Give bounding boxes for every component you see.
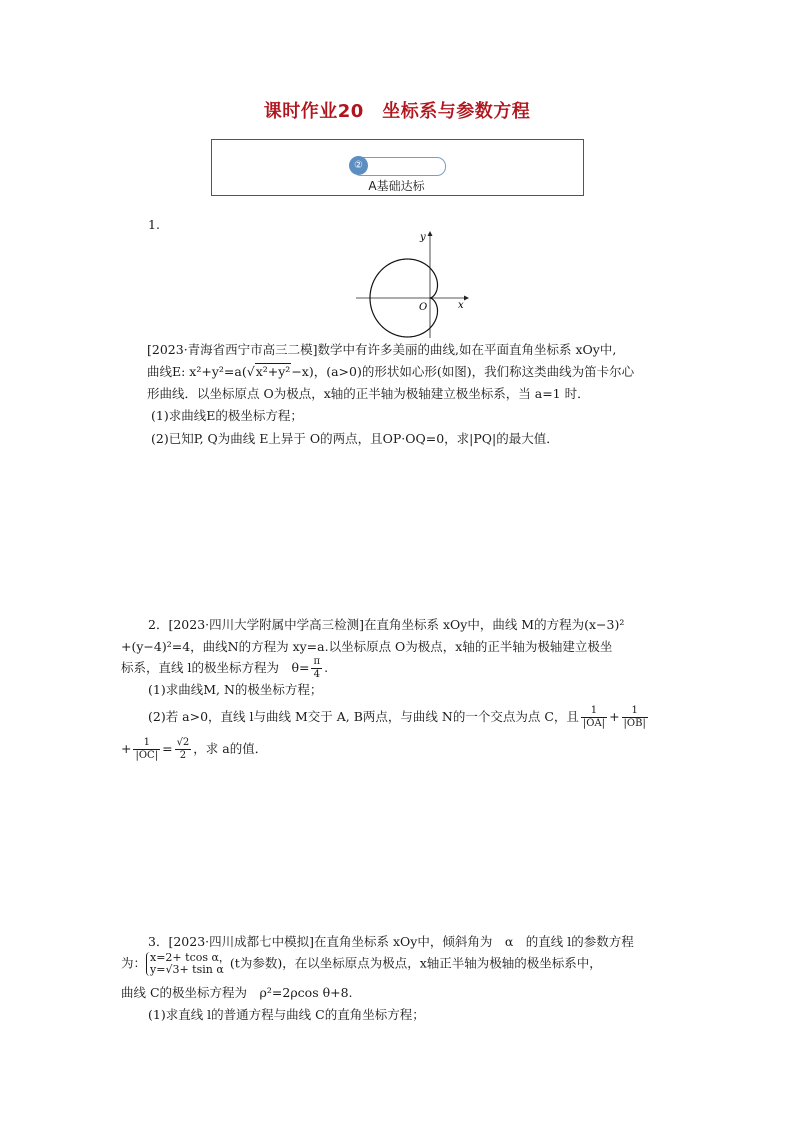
problem-3-line2: 为： x=2+ tcos α， y=√3+ tsin α (t为参数)，在以坐标原点为极点，x轴正半轴为极轴的极坐标系中，: [121, 951, 602, 976]
problem-2-question-2-line2: + $\frac{1}{|OC|}$ = $\frac{√2}{2}$ ，求 a的值．: [121, 737, 268, 761]
y-axis-arrow-icon: [428, 231, 433, 236]
parametric-system: x=2+ tcos α， y=√3+ tsin α: [146, 952, 230, 976]
problem-2-line3: 标系，直线 l的极坐标方程为 θ= $\frac{\pi}{4}$ .: [121, 656, 329, 680]
problem-3-line3: 曲线 C的极坐标方程为 ρ²=2ρcos θ+8.: [121, 985, 353, 1000]
problem-3-question-1: (1)求直线 l的普通方程与曲线 C的直角坐标方程；: [148, 1007, 425, 1022]
problem-1-number: 1.: [148, 217, 160, 232]
problem-2-question-1: (1)求曲线M, N的极坐标方程；: [148, 682, 323, 697]
x-axis-arrow-icon: [464, 296, 469, 301]
problem-2-line1: 2．[2023·四川大学附属中学高三检测]在直角坐标系 xOy中，曲线 M的方程为(x−3)²: [148, 617, 625, 632]
page-title: 课时作业20 坐标系与参数方程: [263, 101, 531, 122]
section-badge-icon: ②: [349, 156, 368, 175]
problem-1-question-2: (2)已知P, Q为曲线 E上异于 O的两点，且OP·OQ=0，求|PQ|的最大值．: [151, 431, 559, 446]
problem-1-question-1: (1)求曲线E的极坐标方程；: [151, 408, 303, 423]
section-label: A基础达标: [368, 179, 425, 193]
cardioid-figure: [352, 228, 472, 340]
origin-label: O: [419, 302, 428, 313]
y-axis-label: y: [420, 232, 426, 243]
problem-3-line1: 3．[2023·四川成都七中模拟]在直角坐标系 xOy中，倾斜角为 α 的直线 l的参数方程: [148, 934, 634, 949]
problem-1-line1: [2023·青海省西宁市高三二模]数学中有许多美丽的曲线,如在平面直角坐标系 xOy中,: [147, 342, 617, 357]
problem-2-question-2-line1: (2)若 a>0，直线 l与曲线 M交于 A, B两点，与曲线 N的一个交点为点 C，且 $\frac{1}{|OA|}$ + $\frac{1}{|OB|}$: [148, 705, 646, 729]
x-axis-label: x: [458, 300, 464, 311]
problem-1-line2: 曲线E: x²+y²=a(√x²+y²−x)，(a>0)的形状如心形(如图)，我们称这类曲线为笛卡尔心: [147, 364, 635, 379]
problem-2-line2: +(y−4)²=4，曲线N的方程为 xy=a.以坐标原点 O为极点，x轴的正半轴为极轴建立极坐: [121, 639, 613, 654]
problem-1-line3: 形曲线．以坐标原点 O为极点，x轴的正半轴为极轴建立极坐标系，当 a=1 时．: [147, 386, 590, 401]
